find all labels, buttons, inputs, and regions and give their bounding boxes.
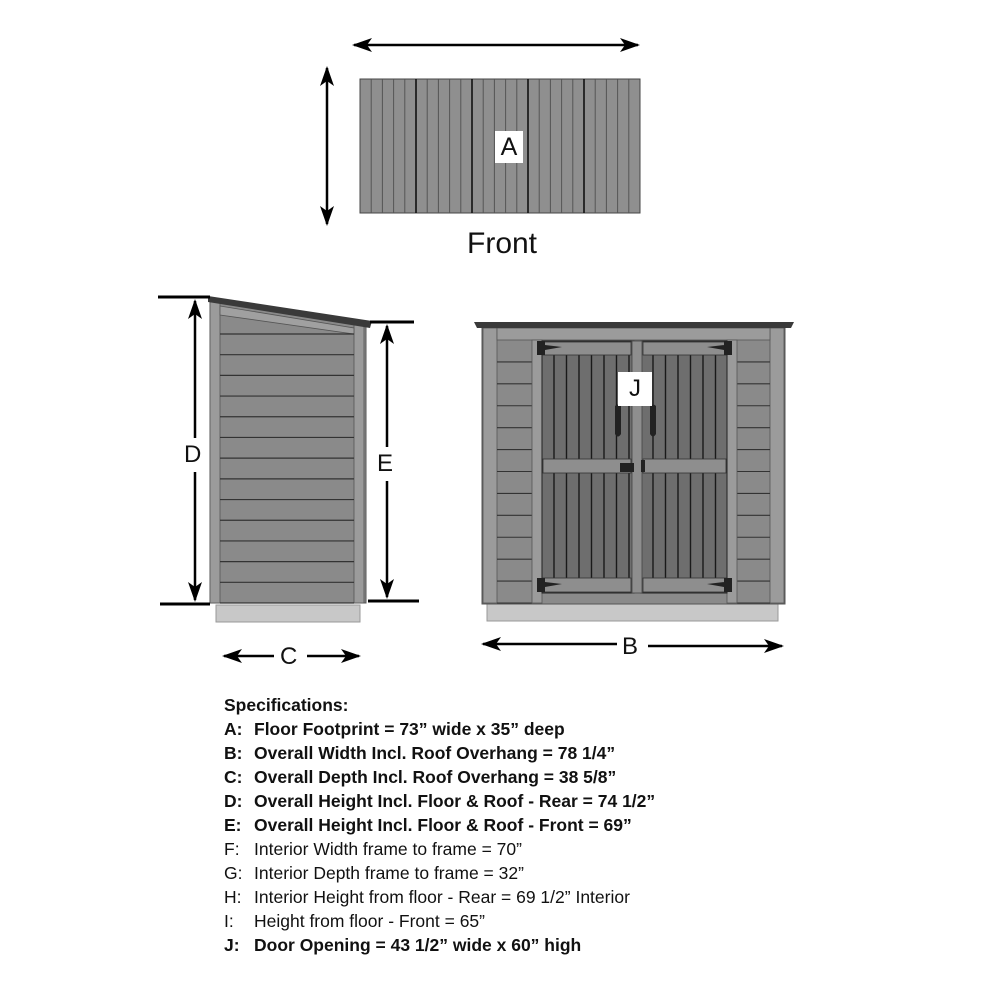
spec-text: Interior Height from floor - Rear = 69 1/2” Interior xyxy=(254,887,630,907)
door-latch-icon[interactable] xyxy=(620,463,634,472)
spec-item-e xyxy=(224,813,924,837)
door-handle-icon[interactable] xyxy=(650,405,656,437)
front-height-label-e: E xyxy=(377,450,394,477)
spec-key: I: xyxy=(224,911,234,931)
spec-key: B: xyxy=(224,743,243,763)
width-label-b: B xyxy=(622,633,639,660)
door-top-brace-left xyxy=(543,342,631,355)
spec-item-a xyxy=(224,717,924,741)
spec-key: A: xyxy=(224,719,243,739)
spec-item-b xyxy=(224,741,924,765)
spec-key: J: xyxy=(224,935,240,955)
side-wall xyxy=(210,300,366,603)
spec-key: F: xyxy=(224,839,240,859)
spec-text: Overall Width Incl. Roof Overhang = 78 1/4” xyxy=(254,743,616,763)
spec-key: C: xyxy=(224,767,243,787)
door-latch-keeper xyxy=(641,460,645,472)
door-handle-icon[interactable] xyxy=(615,405,621,437)
spec-text: Overall Depth Incl. Roof Overhang = 38 5/8” xyxy=(254,767,617,787)
side-foundation xyxy=(216,605,360,622)
door-label-j: J xyxy=(618,372,652,406)
front-right-trim xyxy=(770,328,784,603)
depth-label-c: C xyxy=(280,643,298,670)
door-middle-brace-left xyxy=(543,459,631,473)
side-front-trim xyxy=(354,325,364,603)
spec-text: Interior Depth frame to frame = 32” xyxy=(254,863,524,883)
front-caption: Front xyxy=(467,227,538,260)
spec-item-f xyxy=(224,837,924,861)
spec-text: Overall Height Incl. Floor & Roof - Front = 69” xyxy=(254,815,632,835)
spec-text: Door Opening = 43 1/2” wide x 60” high xyxy=(254,935,582,955)
spec-key: H: xyxy=(224,887,242,907)
spec-key: G: xyxy=(224,863,243,883)
spec-text: Floor Footprint = 73” wide x 35” deep xyxy=(254,719,565,739)
spec-item-c xyxy=(224,765,924,789)
rear-height-label-d: D xyxy=(184,441,202,468)
side-rear-trim xyxy=(210,302,220,603)
spec-key: E: xyxy=(224,815,242,835)
door-right-jamb xyxy=(727,340,737,603)
front-view xyxy=(474,322,794,646)
spec-item-h xyxy=(224,885,924,909)
spec-item-i xyxy=(224,909,924,933)
door-top-brace-right xyxy=(643,342,726,355)
front-left-trim xyxy=(483,328,497,603)
spec-item-d xyxy=(224,789,924,813)
spec-text: Overall Height Incl. Floor & Roof - Rear = 74 1/2” xyxy=(254,791,656,811)
door-left-jamb xyxy=(532,340,542,603)
front-roof xyxy=(474,322,794,328)
spec-item-j xyxy=(224,933,924,957)
spec-key: D: xyxy=(224,791,243,811)
spec-text: Height from floor - Front = 65” xyxy=(254,911,485,931)
spec-item-g xyxy=(224,861,924,885)
top-view xyxy=(327,45,640,224)
specifications-list xyxy=(224,693,924,957)
floor-label-a: A xyxy=(495,131,523,163)
spec-text: Interior Width frame to frame = 70” xyxy=(254,839,522,859)
specifications-title: Specifications: xyxy=(224,695,349,715)
front-foundation xyxy=(487,604,778,621)
door-middle-brace-right xyxy=(643,459,726,473)
front-header-trim xyxy=(497,328,770,340)
